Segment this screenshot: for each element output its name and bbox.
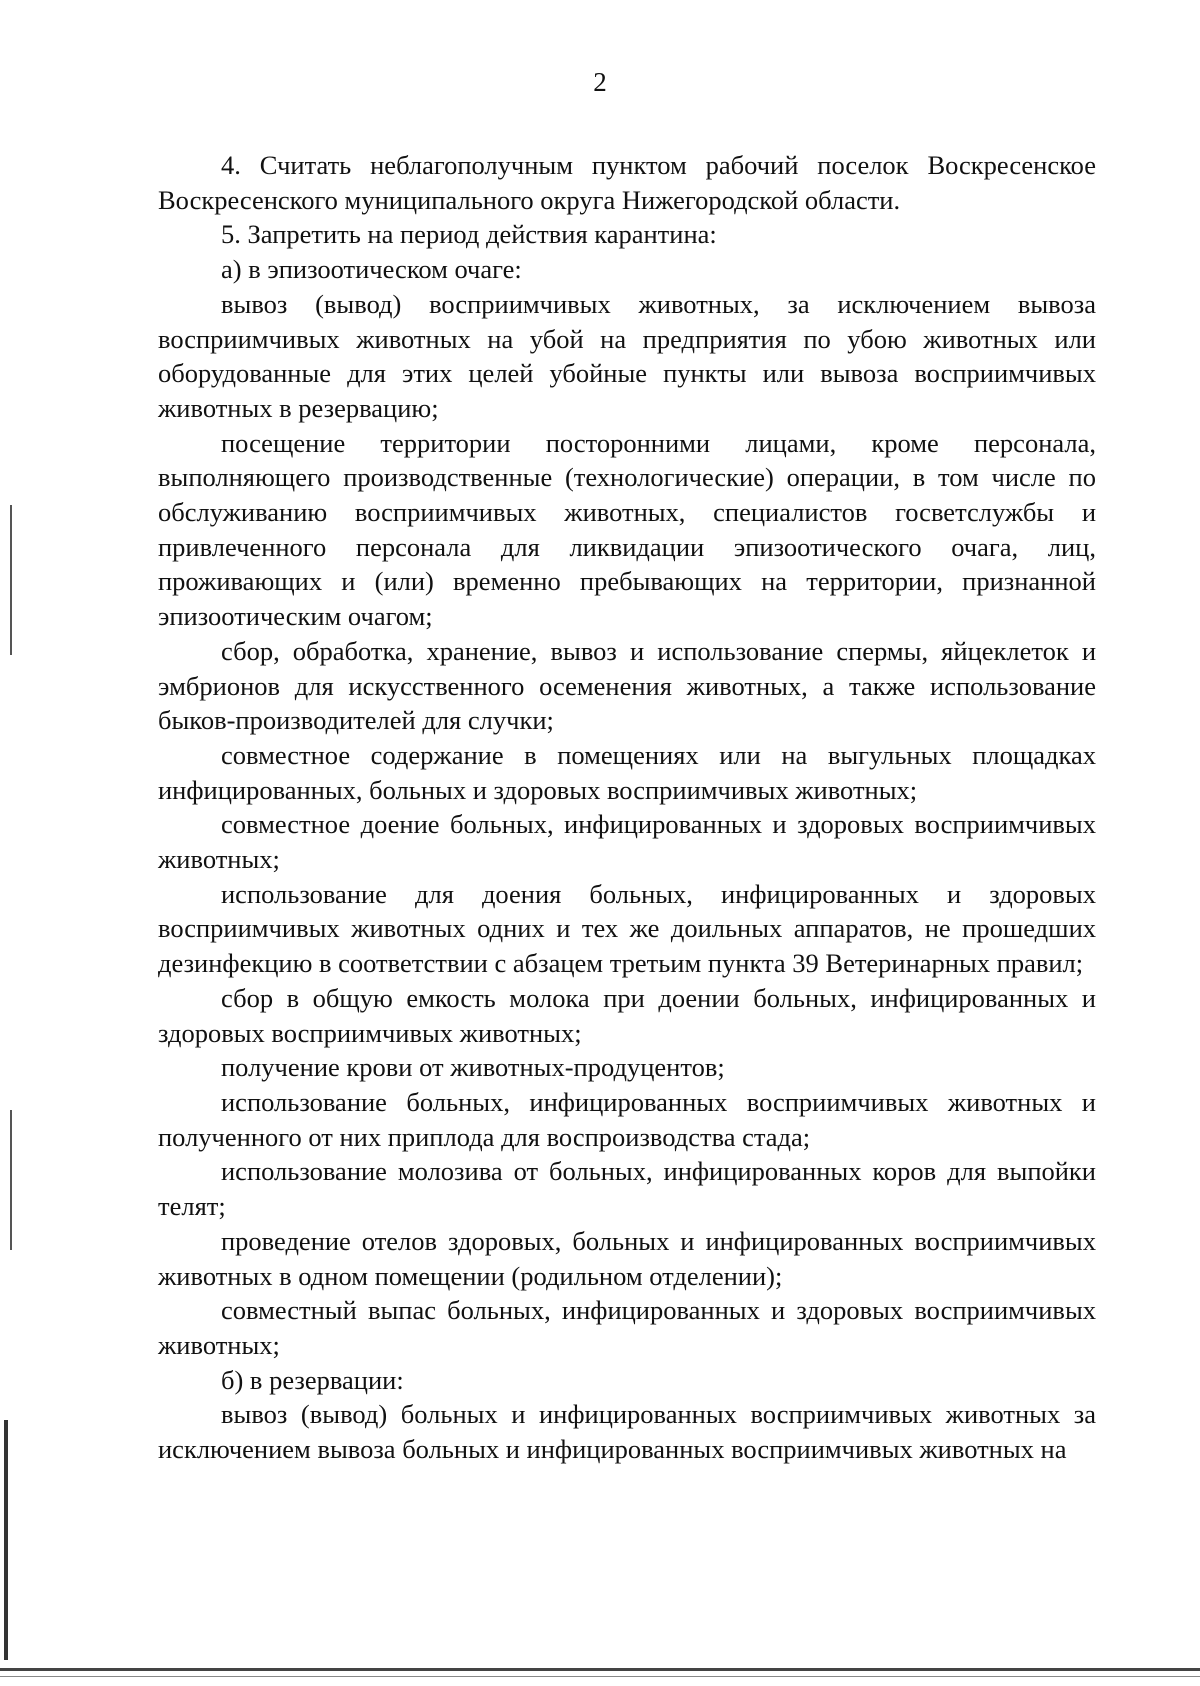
paragraph: вывоз (вывод) больных и инфицированных восприимчивых животных за исключением вывоза больных и инфицированных восприимчивых животных на — [158, 1399, 1096, 1465]
paragraph: а) в эпизоотическом очаге: — [221, 254, 522, 285]
document-body — [158, 148, 1096, 1467]
scan-artifact-edge — [0, 1668, 1200, 1671]
paragraph: сбор в общую емкость молока при доении больных, инфицированных и здоровых восприимчивых животных; — [158, 982, 1096, 1048]
paragraph: использование молозива от больных, инфицированных коров для выпойки телят; — [158, 1156, 1096, 1222]
paragraph: совместное содержание в помещениях или на выгульных площадках инфицированных, больных и здоровых восприимчивых животных; — [158, 739, 1096, 805]
paragraph: б) в резервации: — [221, 1364, 404, 1395]
scan-artifact-edge — [0, 1676, 1200, 1677]
paragraph: посещение территории посторонними лицами, кроме персонала, выполняющего производственные (технологические) операции, в том числе по обслуживанию восприимчивых животных, специалистов госветслужбы и привлеченного персонала для ликвидации эпизоотического очага, лиц, проживающих и (или) временно пребывающих на территории, признанной эпизоотическим очагом; — [158, 427, 1096, 632]
page-number: 2 — [593, 67, 607, 97]
paragraph: вывоз (вывод) восприимчивых животных, за исключением вывоза восприимчивых животных на убой на предприятия по убою животных или оборудованные для этих целей убойные пункты или вывоза восприимчивых животных в резервацию; — [158, 288, 1096, 423]
scan-artifact-line — [4, 1420, 8, 1660]
scan-artifact-line — [10, 1110, 12, 1250]
paragraph: 4. Считать неблагополучным пунктом рабочий поселок Воскресенское Воскресенского муниципального округа Нижегородской области. — [158, 150, 1096, 215]
paragraph: сбор, обработка, хранение, вывоз и использование спермы, яйцеклеток и эмбрионов для искусственного осеменения животных, а также использование быков-производителей для случки; — [158, 635, 1096, 736]
paragraph: совместное доение больных, инфицированных и здоровых восприимчивых животных; — [158, 809, 1096, 875]
paragraph: 5. Запретить на период действия карантина: — [221, 219, 717, 250]
paragraph: проведение отелов здоровых, больных и инфицированных восприимчивых животных в одном помещении (родильном отделении); — [158, 1225, 1096, 1291]
paragraph: использование больных, инфицированных восприимчивых животных и полученного от них приплода для воспроизводства стада; — [158, 1086, 1096, 1152]
paragraph: получение крови от животных-продуцентов; — [221, 1052, 725, 1083]
scan-artifact-line — [10, 505, 12, 655]
paragraph: совместный выпас больных, инфицированных и здоровых восприимчивых животных; — [158, 1295, 1096, 1360]
paragraph: использование для доения больных, инфицированных и здоровых восприимчивых животных одних и тех же доильных аппаратов, не прошедших дезинфекцию в соответствии с абзацем третьим пункта 39 Ветеринарных правил; — [158, 878, 1096, 979]
